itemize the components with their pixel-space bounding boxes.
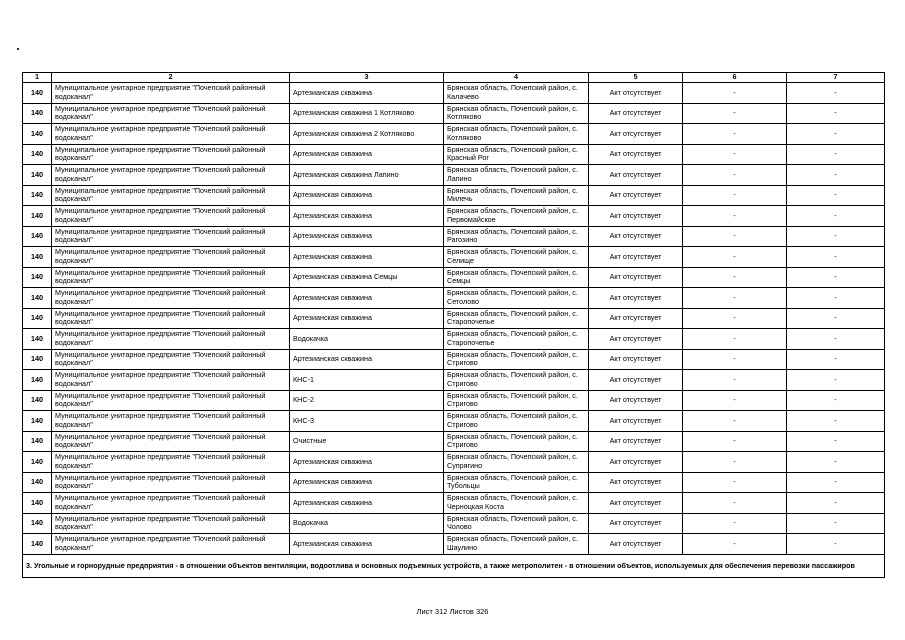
object-name-cell: Артезианская скважина	[290, 144, 444, 165]
registry-table	[22, 72, 885, 578]
act-status-cell: Акт отсутствует	[589, 103, 683, 124]
table-row	[23, 534, 885, 555]
column-7-cell: -	[787, 513, 885, 534]
table-row	[23, 185, 885, 206]
table-row	[23, 370, 885, 391]
act-status-cell: Акт отсутствует	[589, 226, 683, 247]
organization-cell: Муниципальное унитарное предприятие "Почепский районный водоканал"	[52, 390, 290, 411]
table-row	[23, 452, 885, 473]
column-6-cell: -	[683, 411, 787, 432]
object-name-cell: Артезианская скважина 2 Котляково	[290, 124, 444, 145]
row-number-cell: 140	[23, 308, 52, 329]
row-number-cell: 140	[23, 247, 52, 268]
act-status-cell: Акт отсутствует	[589, 185, 683, 206]
table-row	[23, 83, 885, 104]
object-name-cell: Артезианская скважина	[290, 349, 444, 370]
column-7-cell: -	[787, 534, 885, 555]
column-6-cell: -	[683, 226, 787, 247]
address-cell: Брянская область, Почепский район, с. Лапино	[444, 165, 589, 186]
organization-cell: Муниципальное унитарное предприятие "Почепский районный водоканал"	[52, 247, 290, 268]
organization-cell: Муниципальное унитарное предприятие "Почепский районный водоканал"	[52, 431, 290, 452]
page-number: Лист 312 Листов 326	[416, 607, 489, 616]
scan-speck	[17, 48, 19, 50]
address-cell: Брянская область, Почепский район, с. Стригово	[444, 390, 589, 411]
row-number-cell: 140	[23, 370, 52, 391]
address-cell: Брянская область, Почепский район, с. Красный Рог	[444, 144, 589, 165]
object-name-cell: КНС-3	[290, 411, 444, 432]
address-cell: Брянская область, Почепский район, с. Шаулино	[444, 534, 589, 555]
table-header-row	[23, 73, 885, 83]
act-status-cell: Акт отсутствует	[589, 83, 683, 104]
table-row	[23, 247, 885, 268]
table-row	[23, 226, 885, 247]
column-6-cell: -	[683, 513, 787, 534]
table-row	[23, 472, 885, 493]
column-7-cell: -	[787, 472, 885, 493]
address-cell: Брянская область, Почепский район, с. Черноцкая Коста	[444, 493, 589, 514]
address-cell: Брянская область, Почепский район, с. Стригово	[444, 411, 589, 432]
column-6-cell: -	[683, 390, 787, 411]
organization-cell: Муниципальное унитарное предприятие "Почепский районный водоканал"	[52, 329, 290, 350]
object-name-cell: Артезианская скважина	[290, 472, 444, 493]
header-cell-2: 2	[52, 73, 290, 83]
column-6-cell: -	[683, 308, 787, 329]
organization-cell: Муниципальное унитарное предприятие "Почепский районный водоканал"	[52, 267, 290, 288]
row-number-cell: 140	[23, 103, 52, 124]
organization-cell: Муниципальное унитарное предприятие "Почепский районный водоканал"	[52, 103, 290, 124]
organization-cell: Муниципальное унитарное предприятие "Почепский районный водоканал"	[52, 411, 290, 432]
column-6-cell: -	[683, 329, 787, 350]
object-name-cell: Артезианская скважина	[290, 206, 444, 227]
object-name-cell: Артезианская скважина	[290, 185, 444, 206]
act-status-cell: Акт отсутствует	[589, 124, 683, 145]
table-row	[23, 103, 885, 124]
organization-cell: Муниципальное унитарное предприятие "Почепский районный водоканал"	[52, 144, 290, 165]
row-number-cell: 140	[23, 288, 52, 309]
row-number-cell: 140	[23, 185, 52, 206]
row-number-cell: 140	[23, 493, 52, 514]
column-7-cell: -	[787, 452, 885, 473]
column-7-cell: -	[787, 103, 885, 124]
column-7-cell: -	[787, 329, 885, 350]
object-name-cell: Водокачка	[290, 513, 444, 534]
column-6-cell: -	[683, 288, 787, 309]
header-cell-7: 7	[787, 73, 885, 83]
column-7-cell: -	[787, 124, 885, 145]
address-cell: Брянская область, Почепский район, с. Супрягино	[444, 452, 589, 473]
act-status-cell: Акт отсутствует	[589, 431, 683, 452]
column-6-cell: -	[683, 165, 787, 186]
act-status-cell: Акт отсутствует	[589, 493, 683, 514]
address-cell: Брянская область, Почепский район, с. Калачево	[444, 83, 589, 104]
address-cell: Брянская область, Почепский район, с. Котляково	[444, 124, 589, 145]
address-cell: Брянская область, Почепский район, с. Старопочепье	[444, 329, 589, 350]
act-status-cell: Акт отсутствует	[589, 513, 683, 534]
row-number-cell: 140	[23, 83, 52, 104]
organization-cell: Муниципальное унитарное предприятие "Почепский районный водоканал"	[52, 124, 290, 145]
column-7-cell: -	[787, 288, 885, 309]
column-7-cell: -	[787, 206, 885, 227]
column-6-cell: -	[683, 349, 787, 370]
table-row	[23, 165, 885, 186]
object-name-cell: КНС-2	[290, 390, 444, 411]
column-6-cell: -	[683, 370, 787, 391]
act-status-cell: Акт отсутствует	[589, 165, 683, 186]
column-7-cell: -	[787, 308, 885, 329]
organization-cell: Муниципальное унитарное предприятие "Почепский районный водоканал"	[52, 206, 290, 227]
table-row	[23, 144, 885, 165]
column-7-cell: -	[787, 185, 885, 206]
table-row	[23, 390, 885, 411]
column-7-cell: -	[787, 226, 885, 247]
address-cell: Брянская область, Почепский район, с. Стригово	[444, 431, 589, 452]
column-7-cell: -	[787, 431, 885, 452]
table-row	[23, 513, 885, 534]
object-name-cell: Артезианская скважина	[290, 83, 444, 104]
column-6-cell: -	[683, 267, 787, 288]
table-footer-row	[23, 554, 885, 577]
address-cell: Брянская область, Почепский район, с. Милечь	[444, 185, 589, 206]
column-6-cell: -	[683, 431, 787, 452]
column-7-cell: -	[787, 390, 885, 411]
object-name-cell: Очистные	[290, 431, 444, 452]
table-row	[23, 431, 885, 452]
column-6-cell: -	[683, 103, 787, 124]
column-7-cell: -	[787, 144, 885, 165]
object-name-cell: Артезианская скважина	[290, 452, 444, 473]
act-status-cell: Акт отсутствует	[589, 390, 683, 411]
row-number-cell: 140	[23, 411, 52, 432]
column-7-cell: -	[787, 349, 885, 370]
table-row	[23, 288, 885, 309]
row-number-cell: 140	[23, 472, 52, 493]
address-cell: Брянская область, Почепский район, с. Котляково	[444, 103, 589, 124]
column-7-cell: -	[787, 267, 885, 288]
row-number-cell: 140	[23, 329, 52, 350]
address-cell: Брянская область, Почепский район, с. Рагозино	[444, 226, 589, 247]
act-status-cell: Акт отсутствует	[589, 267, 683, 288]
organization-cell: Муниципальное унитарное предприятие "Почепский районный водоканал"	[52, 370, 290, 391]
column-6-cell: -	[683, 144, 787, 165]
row-number-cell: 140	[23, 452, 52, 473]
column-7-cell: -	[787, 411, 885, 432]
column-7-cell: -	[787, 493, 885, 514]
table-row	[23, 329, 885, 350]
row-number-cell: 140	[23, 206, 52, 227]
table-row	[23, 206, 885, 227]
object-name-cell: Артезианская скважина	[290, 288, 444, 309]
row-number-cell: 140	[23, 124, 52, 145]
organization-cell: Муниципальное унитарное предприятие "Почепский районный водоканал"	[52, 308, 290, 329]
row-number-cell: 140	[23, 226, 52, 247]
table-row	[23, 267, 885, 288]
organization-cell: Муниципальное унитарное предприятие "Почепский районный водоканал"	[52, 349, 290, 370]
object-name-cell: КНС-1	[290, 370, 444, 391]
organization-cell: Муниципальное унитарное предприятие "Почепский районный водоканал"	[52, 493, 290, 514]
organization-cell: Муниципальное унитарное предприятие "Почепский районный водоканал"	[52, 472, 290, 493]
object-name-cell: Водокачка	[290, 329, 444, 350]
address-cell: Брянская область, Почепский район, с. Первомайское	[444, 206, 589, 227]
row-number-cell: 140	[23, 390, 52, 411]
column-7-cell: -	[787, 247, 885, 268]
address-cell: Брянская область, Почепский район, с. Старопочепье	[444, 308, 589, 329]
header-cell-1: 1	[23, 73, 52, 83]
act-status-cell: Акт отсутствует	[589, 472, 683, 493]
table-row	[23, 493, 885, 514]
act-status-cell: Акт отсутствует	[589, 329, 683, 350]
column-7-cell: -	[787, 83, 885, 104]
table-row	[23, 124, 885, 145]
column-6-cell: -	[683, 247, 787, 268]
table-row	[23, 308, 885, 329]
row-number-cell: 140	[23, 349, 52, 370]
act-status-cell: Акт отсутствует	[589, 370, 683, 391]
row-number-cell: 140	[23, 513, 52, 534]
object-name-cell: Артезианская скважина Семцы	[290, 267, 444, 288]
organization-cell: Муниципальное унитарное предприятие "Почепский районный водоканал"	[52, 534, 290, 555]
column-6-cell: -	[683, 124, 787, 145]
header-cell-5: 5	[589, 73, 683, 83]
row-number-cell: 140	[23, 144, 52, 165]
organization-cell: Муниципальное унитарное предприятие "Почепский районный водоканал"	[52, 288, 290, 309]
organization-cell: Муниципальное унитарное предприятие "Почепский районный водоканал"	[52, 452, 290, 473]
object-name-cell: Артезианская скважина	[290, 226, 444, 247]
organization-cell: Муниципальное унитарное предприятие "Почепский районный водоканал"	[52, 226, 290, 247]
header-cell-6: 6	[683, 73, 787, 83]
organization-cell: Муниципальное унитарное предприятие "Почепский районный водоканал"	[52, 165, 290, 186]
header-cell-3: 3	[290, 73, 444, 83]
act-status-cell: Акт отсутствует	[589, 247, 683, 268]
row-number-cell: 140	[23, 267, 52, 288]
address-cell: Брянская область, Почепский район, с. Сетолово	[444, 288, 589, 309]
object-name-cell: Артезианская скважина Лапино	[290, 165, 444, 186]
act-status-cell: Акт отсутствует	[589, 349, 683, 370]
column-6-cell: -	[683, 185, 787, 206]
object-name-cell: Артезианская скважина	[290, 534, 444, 555]
row-number-cell: 140	[23, 534, 52, 555]
header-cell-4: 4	[444, 73, 589, 83]
table-row	[23, 411, 885, 432]
act-status-cell: Акт отсутствует	[589, 411, 683, 432]
address-cell: Брянская область, Почепский район, с. Чолово	[444, 513, 589, 534]
object-name-cell: Артезианская скважина 1 Котляково	[290, 103, 444, 124]
act-status-cell: Акт отсутствует	[589, 288, 683, 309]
object-name-cell: Артезианская скважина	[290, 247, 444, 268]
address-cell: Брянская область, Почепский район, с. Стригово	[444, 370, 589, 391]
table-row	[23, 349, 885, 370]
act-status-cell: Акт отсутствует	[589, 308, 683, 329]
object-name-cell: Артезианская скважина	[290, 308, 444, 329]
section-note: 3. Угольные и горнорудные предприятия - в отношении объектов вентиляции, водоотлива и основных подъемных устройств, а также метрополитен - в отношении объектов, используемых для обеспечения перевозки пассажиров	[23, 554, 885, 577]
organization-cell: Муниципальное унитарное предприятие "Почепский районный водоканал"	[52, 513, 290, 534]
column-6-cell: -	[683, 472, 787, 493]
row-number-cell: 140	[23, 431, 52, 452]
address-cell: Брянская область, Почепский район, с. Селище	[444, 247, 589, 268]
organization-cell: Муниципальное унитарное предприятие "Почепский районный водоканал"	[52, 185, 290, 206]
address-cell: Брянская область, Почепский район, с. Семцы	[444, 267, 589, 288]
column-6-cell: -	[683, 83, 787, 104]
act-status-cell: Акт отсутствует	[589, 534, 683, 555]
act-status-cell: Акт отсутствует	[589, 144, 683, 165]
column-6-cell: -	[683, 534, 787, 555]
address-cell: Брянская область, Почепский район, с. Стригово	[444, 349, 589, 370]
row-number-cell: 140	[23, 165, 52, 186]
object-name-cell: Артезианская скважина	[290, 493, 444, 514]
act-status-cell: Акт отсутствует	[589, 206, 683, 227]
column-7-cell: -	[787, 165, 885, 186]
column-6-cell: -	[683, 206, 787, 227]
act-status-cell: Акт отсутствует	[589, 452, 683, 473]
address-cell: Брянская область, Почепский район, с. Тубольцы	[444, 472, 589, 493]
column-6-cell: -	[683, 493, 787, 514]
column-6-cell: -	[683, 452, 787, 473]
column-7-cell: -	[787, 370, 885, 391]
organization-cell: Муниципальное унитарное предприятие "Почепский районный водоканал"	[52, 83, 290, 104]
